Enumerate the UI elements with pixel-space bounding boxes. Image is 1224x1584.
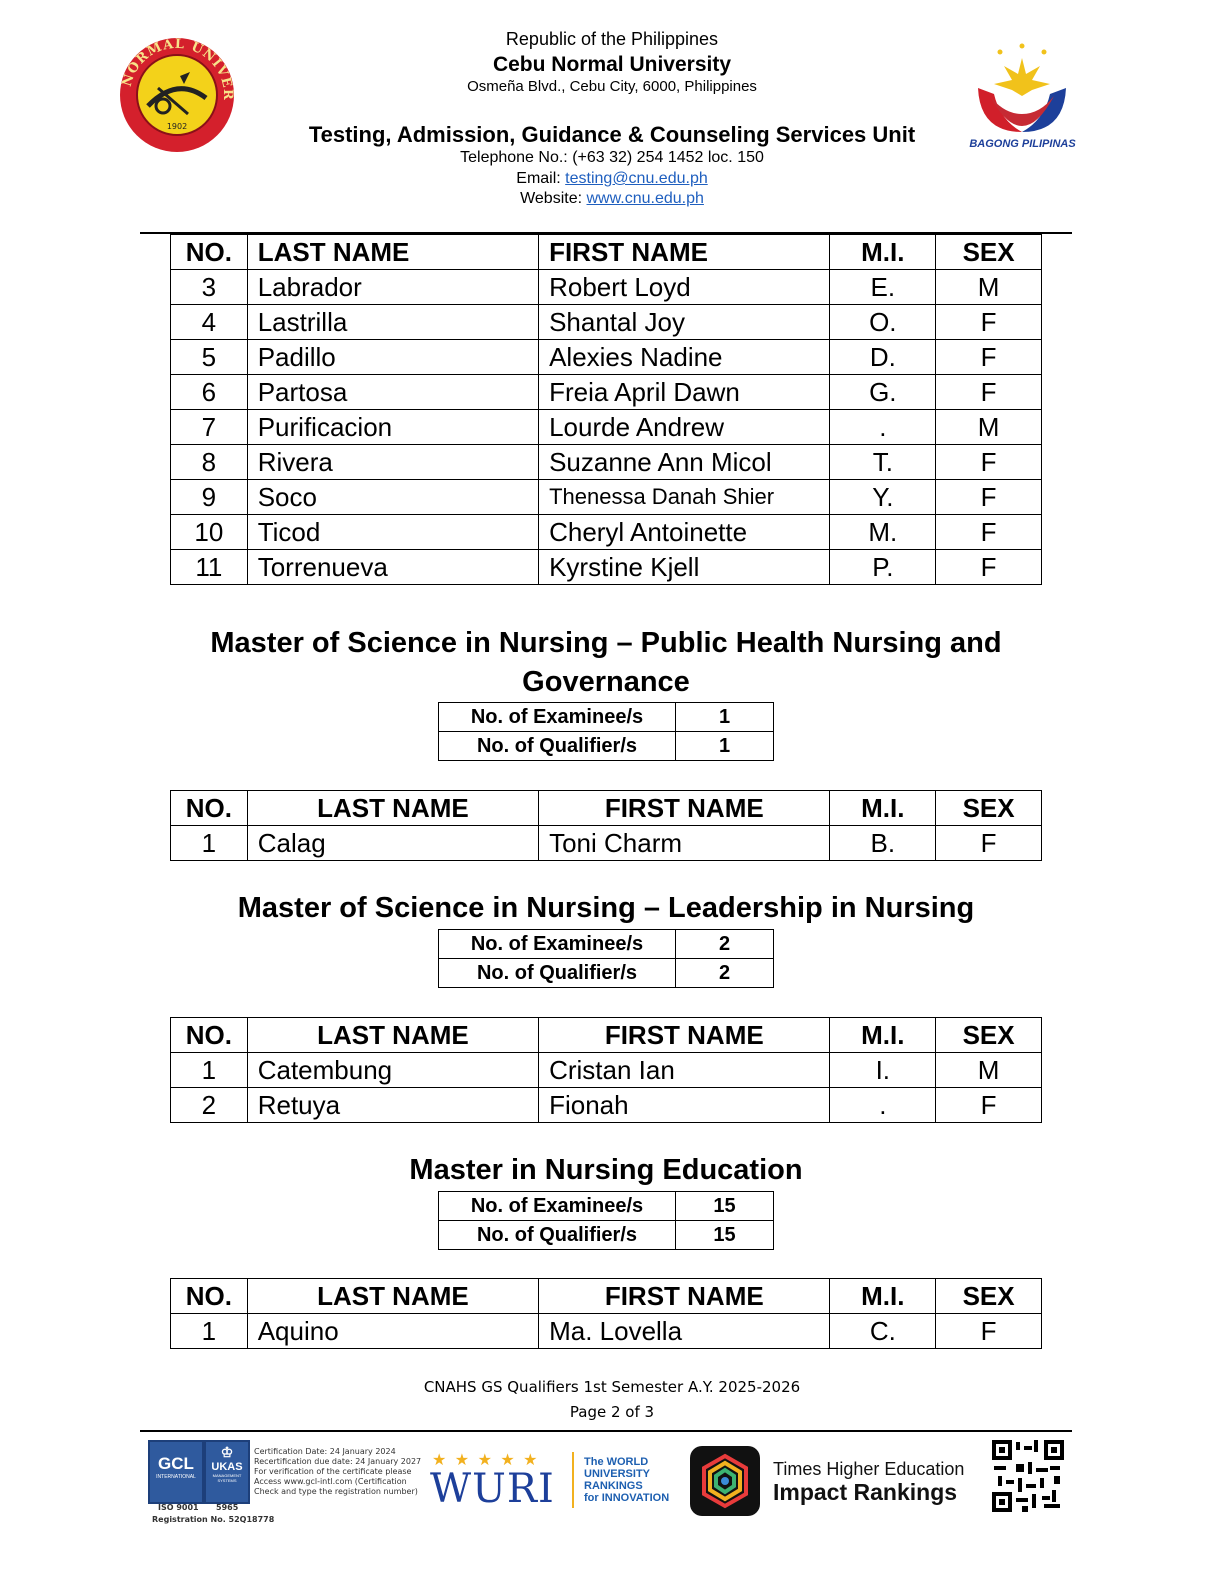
cell-no: 2 (171, 1088, 248, 1123)
cell-first-name: Robert Loyd (539, 270, 830, 305)
university-name: Cebu Normal University (492, 53, 732, 76)
the-impact-logo (690, 1446, 760, 1516)
svg-text:CEBU NORMAL UNIVERSITY: NORMAL UNIVER (119, 36, 236, 101)
cell-last-name: Labrador (247, 270, 538, 305)
table-row (171, 480, 1042, 515)
wuri-divider (572, 1452, 574, 1508)
cell-mi: E. (830, 270, 936, 305)
col-last-name: LAST NAME (247, 1018, 538, 1053)
cell-sex: F (936, 1088, 1042, 1123)
cell-last-name: Catembung (247, 1053, 538, 1088)
cell-last-name: Padillo (247, 340, 538, 375)
gcl-logo (148, 1440, 204, 1504)
country-name: Republic of the Philippines (505, 29, 719, 49)
university-address: Osmeña Blvd., Cebu City, 6000, Philippines (467, 78, 757, 95)
crown-icon: ♔ (220, 1444, 234, 1460)
section-title-line: Master of Science in Nursing – Public Health Nursing and (210, 627, 1002, 659)
cell-last-name: Purificacion (247, 410, 538, 445)
cell-sex: F (936, 515, 1042, 550)
cell-mi: O. (830, 305, 936, 340)
examinees-label: No. of Examinee/s (439, 703, 676, 732)
qualifiers-row (439, 732, 774, 761)
cell-mi: Y. (830, 480, 936, 515)
counts-table (438, 702, 774, 761)
col-sex: SEX (936, 235, 1042, 270)
gcl-label: GCL (158, 1454, 194, 1473)
examinees-count: 15 (676, 1192, 774, 1221)
ukas-sub: MANAGEMENT SYSTEMS (212, 1473, 242, 1483)
table-row (171, 410, 1042, 445)
col-mi: M.I. (830, 1279, 936, 1314)
cell-no: 4 (171, 305, 248, 340)
cell-last-name: Soco (247, 480, 538, 515)
counts-table (438, 1191, 774, 1250)
cell-mi: T. (830, 445, 936, 480)
email-label: Email: (516, 170, 566, 187)
cell-first-name: Suzanne Ann Micol (539, 445, 830, 480)
cell-last-name: Rivera (247, 445, 538, 480)
examinees-count: 2 (676, 930, 774, 959)
continued-qualifiers-table (170, 234, 1042, 585)
ukas-logo (204, 1440, 250, 1504)
col-last-name: LAST NAME (247, 235, 538, 270)
cell-last-name: Ticod (247, 515, 538, 550)
cell-sex: M (936, 1053, 1042, 1088)
col-no: NO. (171, 791, 248, 826)
wuri-sub-line: RANKINGS (584, 1480, 643, 1492)
cell-sex: M (936, 410, 1042, 445)
cell-last-name: Aquino (247, 1314, 538, 1349)
table-row (171, 1088, 1042, 1123)
examinees-row (439, 1192, 774, 1221)
the-title: Times Higher Education (773, 1459, 965, 1479)
website-label: Website: (520, 190, 587, 207)
col-mi: M.I. (830, 791, 936, 826)
wuri-sub-line: UNIVERSITY (584, 1468, 651, 1480)
examinees-count: 1 (676, 703, 774, 732)
col-first-name: FIRST NAME (539, 791, 830, 826)
qualifiers-count: 15 (676, 1221, 774, 1250)
cell-mi: G. (830, 375, 936, 410)
cell-mi: M. (830, 515, 936, 550)
cell-first-name: Thenessa Danah Shier (539, 480, 830, 515)
wuri-sub-line: for INNOVATION (584, 1492, 670, 1504)
cell-first-name: Lourde Andrew (539, 410, 830, 445)
cell-no: 7 (171, 410, 248, 445)
wuri-subtitle (584, 1456, 669, 1504)
cell-no: 10 (171, 515, 248, 550)
table-row (171, 375, 1042, 410)
registration-number: Registration No. 52Q18778 (152, 1515, 275, 1524)
cell-no: 11 (171, 550, 248, 585)
qualifiers-count: 2 (676, 959, 774, 988)
counts-table (438, 929, 774, 988)
website-link[interactable]: www.cnu.edu.ph (586, 190, 704, 207)
cell-last-name: Lastrilla (247, 305, 538, 340)
qualifiers-label: No. of Qualifier/s (439, 959, 676, 988)
table-header-row (171, 235, 1042, 270)
col-no: NO. (171, 1279, 248, 1314)
cert-line: For verification of the certificate please (254, 1467, 412, 1476)
col-no: NO. (171, 235, 248, 270)
cell-last-name: Partosa (247, 375, 538, 410)
table-header-row (171, 1018, 1042, 1053)
section-title-line: Governance (522, 666, 690, 698)
qualifiers-count: 1 (676, 732, 774, 761)
cert-line: Access www.gcl-intl.com (Certification (254, 1477, 407, 1486)
section-title-nursing-education (140, 1151, 1072, 1190)
cell-first-name: Cheryl Antoinette (539, 515, 830, 550)
cell-sex: F (936, 550, 1042, 585)
the-subtitle: Impact Rankings (773, 1479, 958, 1505)
cell-no: 3 (171, 270, 248, 305)
cell-sex: F (936, 1314, 1042, 1349)
table-row (171, 305, 1042, 340)
wuri-sub-line: The WORLD (584, 1456, 649, 1468)
col-first-name: FIRST NAME (539, 1279, 830, 1314)
unit-name: Testing, Admission, Guidance & Counseling Services Unit (308, 122, 916, 147)
table-row (171, 445, 1042, 480)
email-line (0, 170, 1224, 188)
cell-mi: C. (830, 1314, 936, 1349)
cell-first-name: Kyrstine Kjell (539, 550, 830, 585)
wuri-stars-icon: ★ ★ ★ ★ ★ (432, 1452, 540, 1469)
cell-mi: D. (830, 340, 936, 375)
email-link[interactable]: testing@cnu.edu.ph (565, 170, 708, 187)
cell-no: 8 (171, 445, 248, 480)
cell-no: 1 (171, 1314, 248, 1349)
bagong-pilipinas-text: BAGONG PILIPINAS (969, 138, 1076, 150)
qualifiers-table (170, 1017, 1042, 1123)
gcl-sub: INTERNATIONAL (156, 1474, 196, 1480)
section-title-line: Master in Nursing Education (409, 1154, 803, 1186)
table-row (171, 550, 1042, 585)
cell-mi: P. (830, 550, 936, 585)
cell-sex: F (936, 445, 1042, 480)
section-title-leadership (140, 889, 1072, 928)
cert-line: Recertification due date: 24 January 2027 (254, 1457, 422, 1466)
col-sex: SEX (936, 1279, 1042, 1314)
col-mi: M.I. (830, 235, 936, 270)
qualifiers-label: No. of Qualifier/s (439, 1221, 676, 1250)
cell-no: 1 (171, 826, 248, 861)
cell-sex: F (936, 826, 1042, 861)
table-row (171, 826, 1042, 861)
ukas-label: UKAS (211, 1461, 243, 1473)
table-header-row (171, 791, 1042, 826)
telephone: Telephone No.: (+63 32) 254 1452 loc. 150 (460, 149, 764, 166)
cell-first-name: Freia April Dawn (539, 375, 830, 410)
table-row (171, 515, 1042, 550)
table-row (171, 270, 1042, 305)
qualifiers-table (170, 790, 1042, 861)
col-sex: SEX (936, 1018, 1042, 1053)
qualifiers-row (439, 1221, 774, 1250)
examinees-row (439, 930, 774, 959)
cell-no: 5 (171, 340, 248, 375)
ukas-number: 5965 (216, 1503, 239, 1512)
cell-first-name: Shantal Joy (539, 305, 830, 340)
cell-last-name: Retuya (247, 1088, 538, 1123)
certification-info (254, 1447, 424, 1497)
cell-first-name: Alexies Nadine (539, 340, 830, 375)
section-title-public-health (140, 624, 1072, 702)
cell-no: 9 (171, 480, 248, 515)
qualifiers-label: No. of Qualifier/s (439, 732, 676, 761)
iso-label: ISO 9001 (158, 1503, 199, 1512)
cell-sex: F (936, 305, 1042, 340)
cell-last-name: Calag (247, 826, 538, 861)
qr-code-icon (992, 1440, 1064, 1512)
qualifiers-row (439, 959, 774, 988)
cell-last-name: Torrenueva (247, 550, 538, 585)
qualifiers-table (170, 1278, 1042, 1349)
cell-first-name: Toni Charm (539, 826, 830, 861)
svg-text:1902: 1902 (166, 122, 188, 131)
col-no: NO. (171, 1018, 248, 1053)
cell-mi: B. (830, 826, 936, 861)
table-header-row (171, 1279, 1042, 1314)
cell-first-name: Fionah (539, 1088, 830, 1123)
cell-no: 1 (171, 1053, 248, 1088)
cell-no: 6 (171, 375, 248, 410)
cell-sex: M (936, 270, 1042, 305)
page-number: Page 2 of 3 (569, 1403, 655, 1421)
footer-divider (140, 1430, 1072, 1432)
col-last-name: LAST NAME (247, 1279, 538, 1314)
examinees-label: No. of Examinee/s (439, 930, 676, 959)
table-row (171, 1314, 1042, 1349)
cell-first-name: Ma. Lovella (539, 1314, 830, 1349)
table-row (171, 1053, 1042, 1088)
table-row (171, 340, 1042, 375)
section-title-line: Master of Science in Nursing – Leadership in Nursing (237, 892, 975, 924)
website-line (0, 190, 1224, 208)
col-first-name: FIRST NAME (539, 235, 830, 270)
cell-mi: . (830, 1088, 936, 1123)
cell-first-name: Cristan Ian (539, 1053, 830, 1088)
wuri-logo: WURI (430, 1466, 555, 1512)
cell-sex: F (936, 480, 1042, 515)
col-last-name: LAST NAME (247, 791, 538, 826)
document-title: CNAHS GS Qualifiers 1st Semester A.Y. 2025-2026 (423, 1378, 801, 1396)
cert-line: Check and type the registration number) (254, 1487, 418, 1496)
examinees-label: No. of Examinee/s (439, 1192, 676, 1221)
cert-line: Certification Date: 24 January 2024 (254, 1447, 396, 1456)
cell-mi: . (830, 410, 936, 445)
col-first-name: FIRST NAME (539, 1018, 830, 1053)
examinees-row (439, 703, 774, 732)
cell-mi: I. (830, 1053, 936, 1088)
col-mi: M.I. (830, 1018, 936, 1053)
cell-sex: F (936, 375, 1042, 410)
cell-sex: F (936, 340, 1042, 375)
col-sex: SEX (936, 791, 1042, 826)
